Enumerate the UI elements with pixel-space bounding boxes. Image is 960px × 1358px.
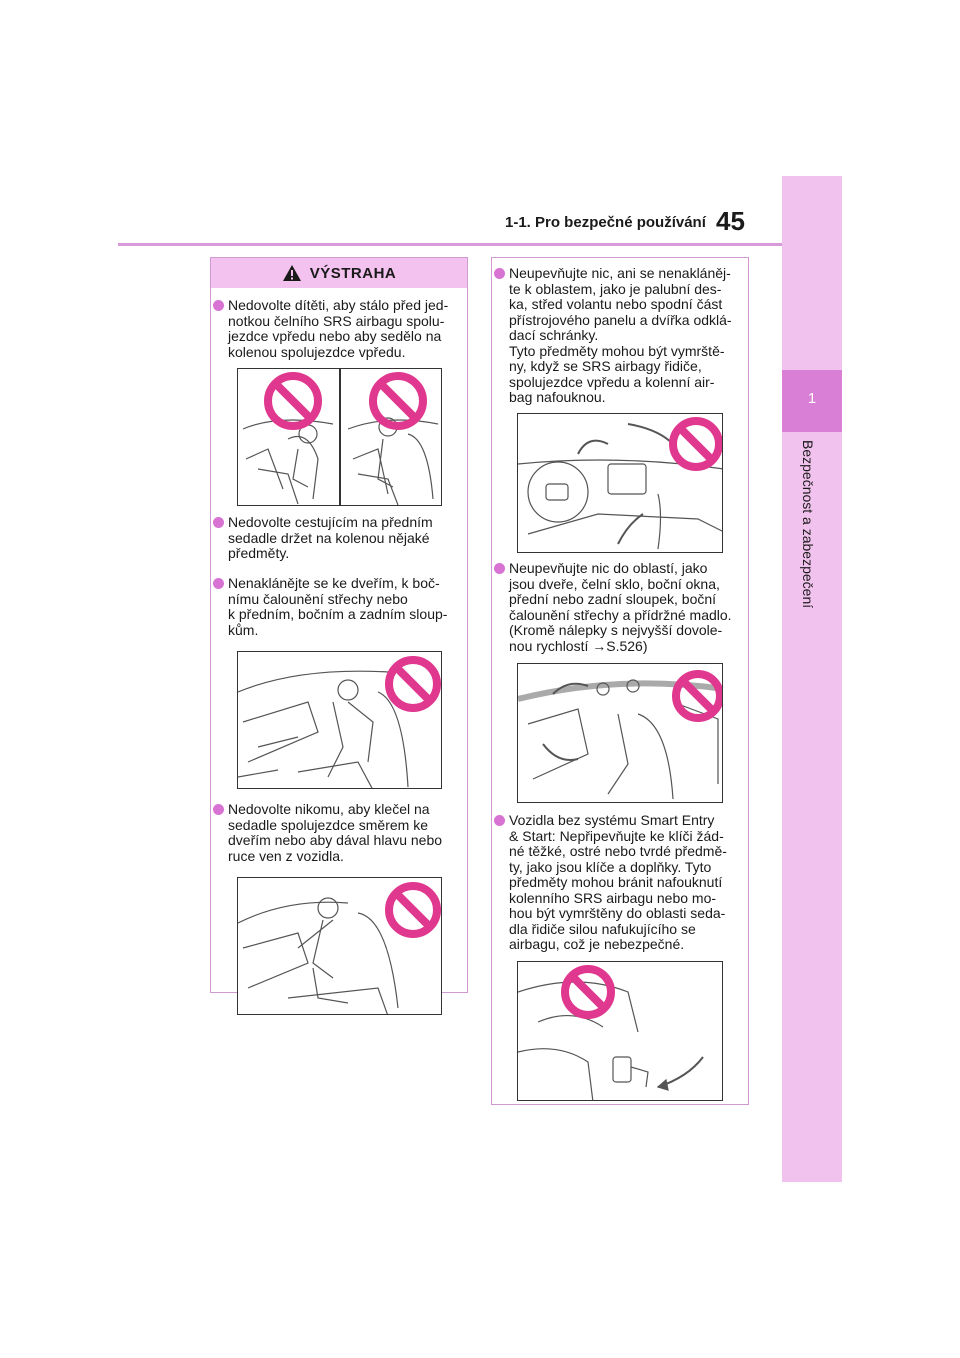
bullet-dot (494, 268, 505, 279)
chapter-title: Bezpečnost a zabezpečení (800, 440, 816, 609)
prohibition-icon (565, 969, 611, 1015)
bullet-text: Nenaklánějte se ke dveřím, k boč- nímu čalounění střechy nebo k předním, bočním a zadním sloup- kům. (228, 575, 448, 638)
prohibition-icon (268, 376, 318, 426)
prohibition-icon (389, 886, 437, 934)
illustration-dashboard (517, 413, 723, 553)
bullet-item (228, 515, 463, 562)
warning-triangle-icon (282, 264, 302, 282)
chapter-tab (782, 176, 842, 1182)
bullet-text: Nedovolte dítěti, aby stálo před jed- notkou čelního SRS airbagu spolu- jezdce vpředu nebo aby sedělo na kolenou spolujezdce vpředu. (228, 297, 449, 360)
bullet-dot (494, 815, 505, 826)
bullet-text: Neupevňujte nic, ani se nenakláněj- te k oblastem, jako je palubní des- ka, střed volantu nebo spodní část přístrojového panelu a dvířka odklá- dací schránky. Tyto předměty mohou být vymrště- ny, když se SRS airbagy řidiče, spolujezdce vpředu a kolenní air- bag nafouknou. (509, 265, 732, 405)
warning-header (211, 258, 467, 288)
section-title: 1-1. Pro bezpečné používání (505, 214, 706, 231)
prohibition-icon (673, 421, 719, 467)
bullet-text: Vozidla bez systému Smart Entry & Start: Nepřipevňujte ke klíči žád- né těžké, ostré nebo tvrdé předmě- ty, jako jsou klíče a doplňky. Tyto předměty mohou bránit nafouknutí kolenního SRS airbagu nebo mo- hou být vymrštěny do oblasti seda- dla řidiče silou nafukujícího se airbagu, což je nebezpečné. (509, 812, 727, 952)
illustration-key-ring (517, 961, 723, 1101)
bullet-text: Nedovolte cestujícím na předním sedadle držet na kolenou nějaké předměty. (228, 514, 433, 561)
bullet-item (228, 576, 463, 638)
header-rule (118, 243, 782, 246)
bullet-text: Neupevňujte nic do oblastí, jako jsou dveře, čelní sklo, boční okna, přední nebo zadní sloupek, boční čalounění střechy a přídržné madlo. (Kromě nálepky s nejvyšší dovole- nou rychlostí →S.526) (509, 560, 732, 654)
warning-box-left (210, 257, 468, 993)
warning-title: VÝSTRAHA (309, 264, 397, 282)
chapter-number: 1 (807, 390, 817, 407)
bullet-dot (213, 517, 224, 528)
bullet-item (509, 813, 744, 953)
bullet-dot (213, 578, 224, 589)
page-number: 45 (716, 206, 745, 236)
illustration-kneeling-seat (237, 877, 442, 1015)
bullet-dot (213, 300, 224, 311)
illustration-pillars-doors (517, 663, 723, 803)
prohibition-icon (373, 376, 423, 426)
bullet-text: Nedovolte nikomu, aby klečel na sedadle spolujezdce směrem ke dveřím nebo aby dával hlavu nebo ruce ven z vozidla. (228, 801, 443, 864)
prohibition-icon (389, 660, 437, 708)
bullet-item (509, 561, 744, 654)
bullet-item (509, 266, 744, 406)
bullet-dot (494, 563, 505, 574)
illustration-leaning-door (237, 651, 442, 789)
bullet-item (228, 298, 463, 360)
warning-box-right (491, 257, 749, 1105)
illustration-child-airbag (237, 368, 442, 506)
bullet-dot (213, 804, 224, 815)
bullet-item (228, 802, 463, 864)
